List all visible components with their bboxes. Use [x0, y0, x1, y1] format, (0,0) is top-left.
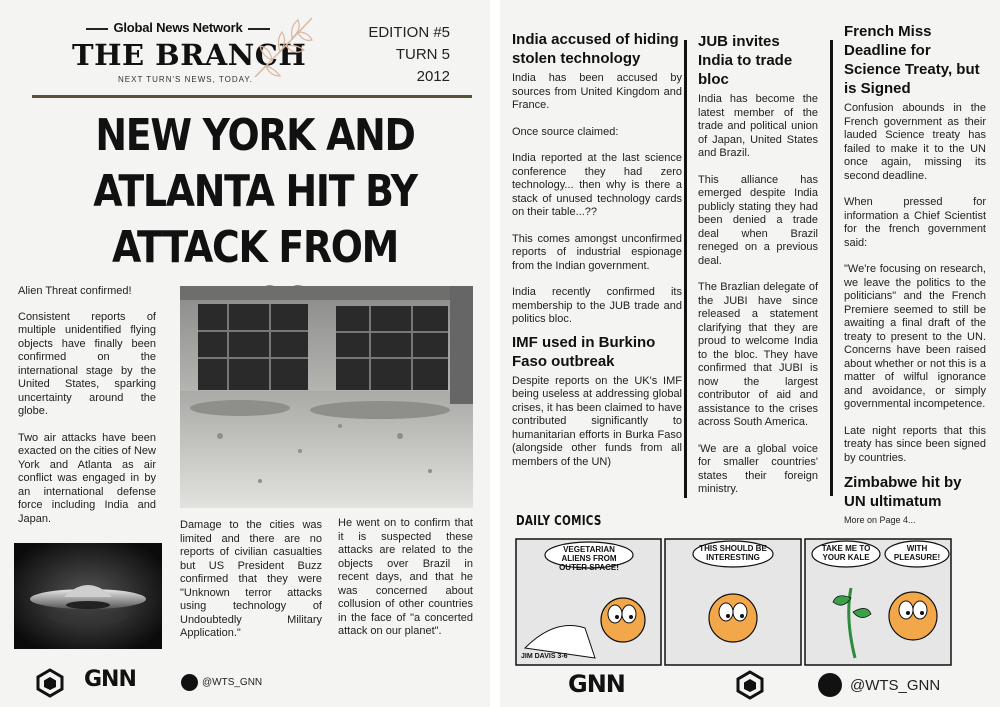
article-title: JUB invites India to trade bloc — [698, 33, 793, 88]
paragraph: India has been accused by sources from United Kingdom and France. — [512, 72, 682, 111]
masthead-rule — [32, 95, 472, 98]
leaf-sprig-icon — [250, 12, 320, 82]
twitter-handle[interactable] — [818, 673, 940, 697]
article-column-3 — [338, 517, 473, 652]
comic-signature: JIM DAVIS 3-6 — [521, 653, 568, 660]
twitter-handle-text: @WTS_GNN — [202, 677, 263, 688]
comic-bubble-3: TAKE ME TO YOUR KALE — [821, 544, 871, 562]
paragraph: Two air attacks have been exacted on the cities of New York and Atlanta as air conflict was engaged in by an international defense force including India and Japan. — [18, 431, 156, 525]
article-title: Zimbabwe hit by UN ultimatum — [844, 474, 962, 510]
comic-bubble-1: VEGETARIAN ALIENS FROM OUTER SPACE! — [559, 545, 619, 572]
paragraph: Late night reports that this treaty has since been signed by countries. — [844, 424, 986, 464]
twitter-handle-text: @WTS_GNN — [850, 676, 941, 694]
damaged-building-photo — [180, 286, 473, 508]
paragraph: When pressed for information a Chief Scientist for the french government said: — [844, 196, 986, 249]
hexagon-logo-icon — [36, 668, 64, 698]
headline-line: NEW YORK AND — [95, 110, 415, 161]
column-divider — [684, 40, 687, 498]
continued-note[interactable]: More on Page 4... — [844, 515, 916, 525]
comic-bubble-4: WITH PLEASURE! — [893, 544, 941, 562]
paragraph: "We're focusing on research, we leave the politics to the politicians" and the French Premiere seemed to still be awaiting a final draft of the treaty to present to the UN. Concerns have been raised about whether or not this is a matter of wilful ignorance and avoidance, or simply governmental incompetence. — [844, 263, 986, 410]
edition-year: 2012 — [416, 68, 450, 85]
comic-bubble-2: THIS SHOULD BE INTERESTING — [699, 544, 767, 562]
article-title: IMF used in Burkino Faso outbreak — [512, 333, 656, 370]
paragraph: The Brazlian delegate of the JUBI have since released a statement clarifying that they are proud to welcome India to the bloc. They have confirmed that JUBI is now the largest contributor of aid and assistance to the crises across South America. — [698, 281, 818, 428]
edition-number: EDITION #5 — [368, 24, 450, 41]
left-page — [0, 0, 490, 707]
headline-line: ATTACK FROM — [111, 222, 399, 273]
right-column-2 — [698, 32, 818, 510]
paragraph: Once source claimed: — [512, 125, 619, 138]
article-column-2 — [180, 519, 322, 654]
comic-strip — [515, 538, 953, 666]
tagline: NEXT TURN'S NEWS, TODAY. — [118, 75, 253, 84]
paragraph: Consistent reports of multiple unidentified flying objects have finally been confirmed on the international stage by the United States, sparking uncertainty around the globe. — [18, 310, 156, 417]
paragraph: This alliance has emerged despite India publicly stating they had been denied a trade deal when Brazil reneged on a previous deal. — [698, 173, 818, 267]
article-column-1 — [18, 285, 156, 539]
gnn-logo: GNN — [84, 667, 136, 692]
article-body — [512, 72, 682, 327]
article-lead: Alien Threat confirmed! — [18, 285, 132, 297]
masthead-title: THE BRANCH — [72, 38, 307, 72]
headline-line: ATLANTA HIT BY — [93, 166, 417, 217]
twitter-icon — [181, 674, 198, 691]
paragraph: India has become the latest member of the trade and political union of Japan, United States and Brazil. — [698, 93, 818, 159]
network-name: Global News Network — [78, 20, 278, 35]
ufo-photo — [14, 543, 162, 649]
article-body — [844, 102, 986, 465]
paragraph: He went on to confirm that it is suspected these attacks are related to the objects over Brazil in recent days, and that he was concerned about collusion of other countries in the face of "a concerted attack on our planet". — [338, 517, 473, 637]
right-page — [500, 0, 1000, 707]
twitter-icon — [818, 673, 842, 697]
right-column-1 — [512, 30, 682, 482]
article-body — [698, 93, 818, 497]
paragraph: Damage to the cities was limited and there are no reports of civilian casualties but US President Buzz confirmed that they were "Unknown terror attacks using technology of Undoubtedly Military Application." — [180, 519, 322, 639]
article-body — [512, 375, 682, 470]
paragraph: Despite reports on the UK's IMF being useless at addressing global crises, it has been claimed to have contributed significantly to humanitarian efforts in Burka Faso (alongside other funds from all members of the UN) — [512, 374, 682, 468]
article-title: India accused of hiding stolen technology — [512, 31, 679, 67]
edition-turn: TURN 5 — [395, 46, 450, 63]
paragraph: Confusion abounds in the French government as their lauded Science treaty has failed to make it to the UN once again, missing its second deadline. — [844, 102, 986, 182]
paragraph: India reported at the last science conference they had zero technology... then why is there a stack of unused technology cards on their table...?? — [512, 152, 682, 218]
article-title: French Miss Deadline for Science Treaty, but is Signed — [844, 23, 980, 97]
column-divider — [830, 40, 833, 496]
twitter-handle[interactable] — [181, 674, 262, 691]
right-column-3 — [844, 22, 986, 525]
paragraph: 'We are a global voice for smaller countries' states their foreign ministry. — [698, 442, 818, 495]
paragraph: India recently confirmed its membership to the JUB trade and politics bloc. — [512, 286, 682, 325]
hexagon-logo-icon — [736, 670, 764, 700]
paragraph: This comes amongst unconfirmed reports of industrial espionage from the Indian government. — [512, 232, 682, 272]
comics-title: DAILY COMICS — [516, 514, 602, 529]
gnn-logo: GNN — [568, 670, 625, 698]
edition-info — [368, 22, 450, 88]
